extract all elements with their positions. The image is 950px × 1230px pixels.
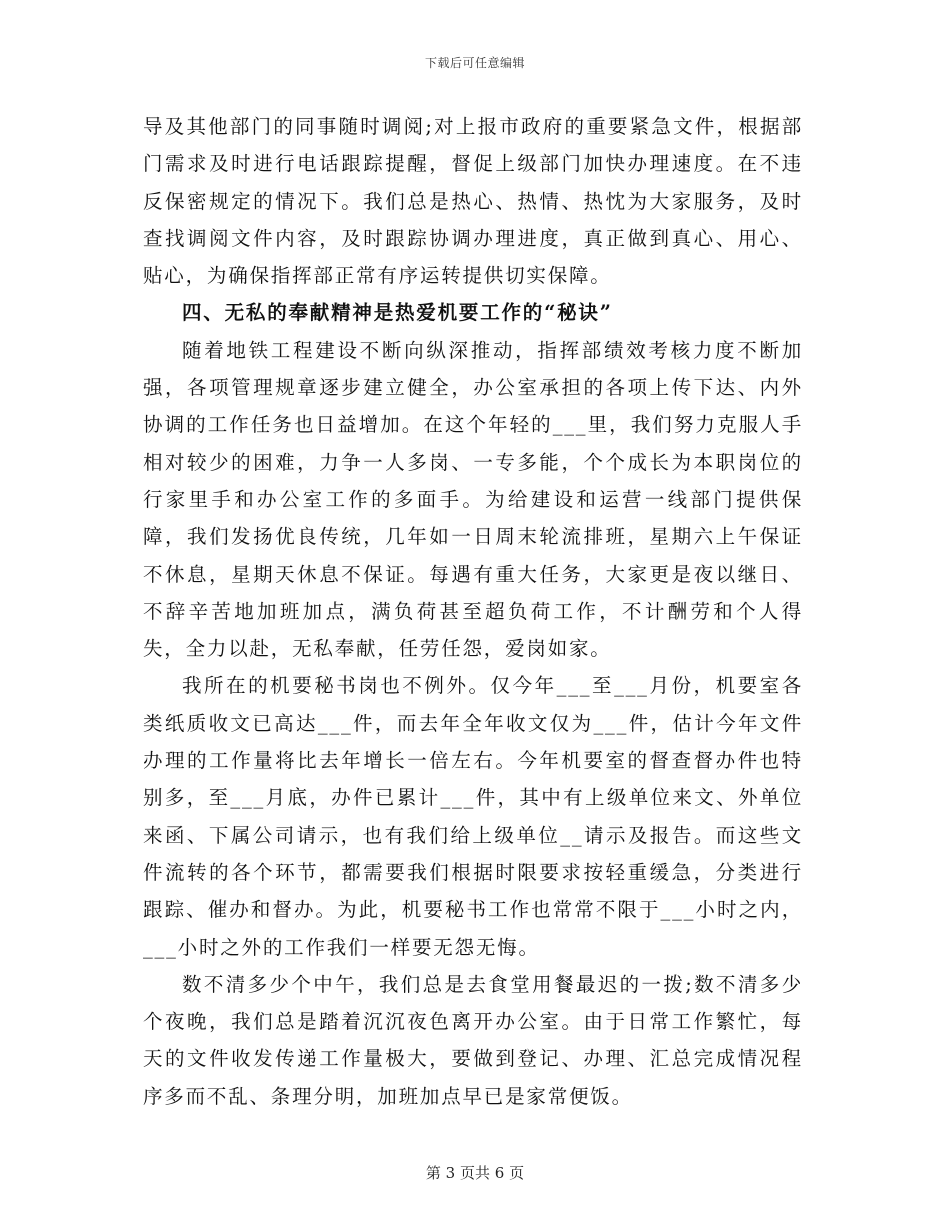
paragraph-3: 我所在的机要秘书岗也不例外。仅今年___至___月份，机要室各类纸质收文已高达___件，而去年全年收文仅为___件，估计今年文件办理的工作量将比去年增长一倍左右。今年机要室的督查督办件也特别多，至___月底，办件已累计___件，其中有上级单位来文、外单位来函、下属公司请示，也有我们给上级单位__请示及报告。而这些文件流转的各个环节，都需要我们根据时限要求按轻重缓急，分类进行跟踪、催办和督办。为此，机要秘书工作也常常不限于___小时之内，___小时之外的工作我们一样要无怨无悔。 — [143, 674, 803, 959]
page-footer: 第 3 页共 6 页 — [425, 1164, 525, 1182]
paragraph-4: 数不清多少个中午，我们总是去食堂用餐最迟的一拨;数不清多少个夜晚，我们总是踏着沉沉夜色离开办公室。由于日常工作繁忙，每天的文件收发传递工作量极大，要做到登记、办理、汇总完成情况程序多而不乱、条理分明，加班加点早已是家常便饭。 — [143, 972, 803, 1108]
page-header: 下载后可任意编辑 — [424, 56, 525, 70]
section-heading-4: 四、无私的奉献精神是热爱机要工作的“秘诀” — [182, 301, 613, 325]
paragraph-1: 导及其他部门的同事随时调阅;对上报市政府的重要紧急文件，根据部门需求及时进行电话跟踪提醒，督促上级部门加快办理速度。在不违反保密规定的情况下。我们总是热心、热情、热忱为大家服务，及时查找调阅文件内容，及时跟踪协调办理进度，真正做到真心、用心、贴心，为确保指挥部正常有序运转提供切实保障。 — [143, 115, 803, 288]
document-body — [143, 108, 803, 1115]
paragraph-2: 随着地铁工程建设不断向纵深推动，指挥部绩效考核力度不断加强，各项管理规章逐步建立健全，办公室承担的各项上传下达、内外协调的工作任务也日益增加。在这个年轻的___里，我们努力克服人手相对较少的困难，力争一人多岗、一专多能，个个成长为本职岗位的行家里手和办公室工作的多面手。为给建设和运营一线部门提供保障，我们发扬优良传统，几年如一日周末轮流排班，星期六上午保证不休息，星期天休息不保证。每遇有重大任务，大家更是夜以继日、不辞辛苦地加班加点，满负荷甚至超负荷工作，不计酬劳和个人得失，全力以赴，无私奉献，任劳任怨，爱岗如家。 — [143, 338, 803, 661]
